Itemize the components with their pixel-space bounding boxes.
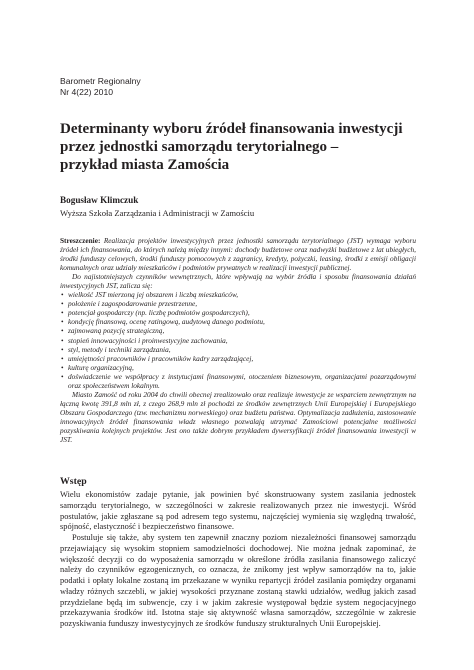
journal-issue: Nr 4(22) 2010 <box>60 87 114 97</box>
abstract-paragraph: Do najistotniejszych czynników wewnętrznych, które wpływają na wybór źródła i sposobu finansowania działań inwestycyjnych JST, zalicza się: <box>60 272 416 291</box>
list-item: • potencjał gospodarczy (np. liczbę podmiotów gospodarczych), <box>60 308 416 317</box>
article-title <box>60 120 440 174</box>
factor-list <box>60 290 416 390</box>
abstract-paragraph: Miasto Zamość od roku 2004 do chwili obecnej zrealizowało oraz realizuje inwestycje ze wsparciem zewnętrznym na łączną kwotę 391,8 mln zł, z czego 268,9 mln zł pochodzi ze środków zewnętrznych Unii Europejskiej i Europejskiego Obszaru Gospodarczego (tzw. mechanizmu norweskiego) oraz budżetu państwa. Optymalizacja zadłużenia, zastosowanie innowacyjnych źródeł finansowania władz własnego pozwalają utrzymać Zamościowi potencjalne możliwości pozyskiwania kolejnych projektów. Jest ono także dobrym przykładem dywersyfikacji źródeł finansowania inwestycji w JST. <box>60 389 416 445</box>
journal-header <box>60 76 141 98</box>
abstract <box>60 236 416 444</box>
body-paragraph: Postuluje się także, aby system ten zapewnił znaczny poziom niezależności finansowej samorządu przejawiający się wysokim stopniem samodzielności dochodowej. Nie można jednak zapominać, że większość decyzji co do wyposażenia samorządu w określone źródła zasilania finansowego zaliczyć należy do czynników egzogenicznych, co oznacza, że znikomy jest wpływ samorządów na to, jakie podatki i opłaty lokalne zostaną im przekazane w wyniku repartycji źródeł zasilania pomiędzy organami władzy różnych szczebli, w jakiej wysokości przyznane zostaną stawki udziałów, według jakich zasad przydzielane będą im subwencje, czy i w jakim zakresie występował będzie system negocjacyjnego przekazywania środków itd. Istotna staje się aktywność własna samorządów, szczególnie w zakresie pozyskiwania funduszy inwestycyjnych ze środków funduszy strukturalnych Unii Europejskiej. <box>60 533 416 628</box>
list-item: • styl, metody i techniki zarządzania, <box>60 345 416 354</box>
body-text <box>60 490 416 630</box>
list-item: • umiejętności pracowników i pracowników kadry zarządzającej, <box>60 354 416 363</box>
author-name: Bogusław Klimczuk <box>60 195 139 205</box>
body-paragraph: Wielu ekonomistów zadaje pytanie, jak powinien być skonstruowany system zasilania jednostek samorządu terytorialnego, w szczególności w zakresie realizowanych przez nie inwestycji. Wśród postulatów, jakie zgłaszane są pod adresem tego systemu, najczęściej wymienia się względną trwałość, spójność, elastyczność i bezpieczeństwo finansowe. <box>60 490 416 532</box>
title-line: przez jednostki samorządu terytorialnego – <box>60 139 339 155</box>
list-item: • doświadczenie we współpracy z instytucjami finansowymi, otoczeniem biznesowym, organizacjami pozarządowymi oraz społeczeństwem lokalnym. <box>60 372 416 390</box>
title-line: Determinanty wyboru źródeł finansowania inwestycji <box>60 121 403 137</box>
abstract-text: Realizacja projektów inwestycyjnych przez jednostki samorządu terytorialnego (JST) wymaga wyboru źródeł ich finansowania, do których należą między innymi: dochody budżetowe oraz nadwyżki budżetowe z lat ubiegłych, środki funduszy celowych, środki funduszy pomocowych z zagranicy, kredyty, pożyczki, leasing, środki z emisji obligacji komunalnych oraz udziały mieszkańców i podmiotów prywatnych w realizacji inwestycji publicznej. <box>60 236 416 273</box>
abstract-label: Streszczenie: <box>60 236 101 245</box>
list-item: • kulturę organizacyjną, <box>60 363 416 372</box>
title-line: przykład miasta Zamościa <box>60 157 230 173</box>
journal-name: Barometr Regionalny <box>60 76 141 86</box>
list-item: • wielkość JST mierzoną jej obszarem i liczbą mieszkańców, <box>60 290 416 299</box>
list-item: • kondycję finansową, ocenę ratingową, audytową danego podmiotu, <box>60 317 416 326</box>
author-affiliation: Wyższa Szkoła Zarządzania i Administracji w Zamościu <box>60 208 255 218</box>
abstract-paragraph <box>60 236 416 272</box>
list-item: • położenie i zagospodarowanie przestrzenne, <box>60 299 416 308</box>
list-item: • zajmowaną pozycję strategiczną, <box>60 326 416 335</box>
section-heading: Wstęp <box>60 476 87 487</box>
list-item: • stopień innowacyjności i proinwestycyjne zachowania, <box>60 336 416 345</box>
